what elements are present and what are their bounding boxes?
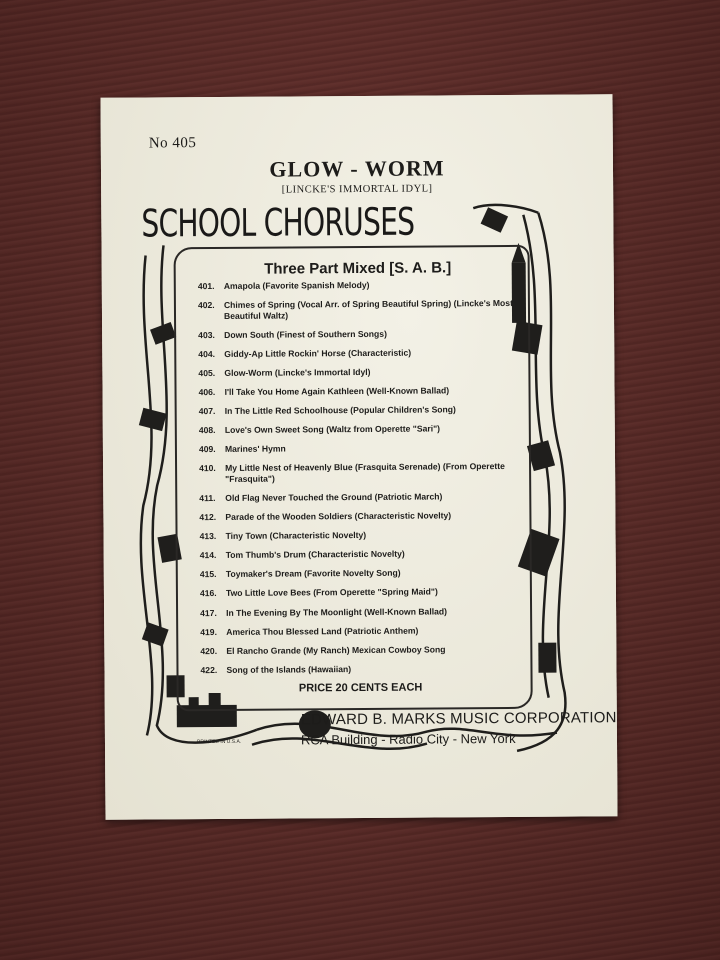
song-name: I'll Take You Home Again Kathleen (Well-Known Ballad) — [224, 385, 450, 397]
series-title: SCHOOL CHORUSES — [141, 199, 415, 246]
song-list — [198, 279, 531, 684]
song-name: Tiny Town (Characteristic Novelty) — [225, 530, 367, 542]
song-name: America Thou Blessed Land (Patriotic Anthem) — [226, 625, 419, 637]
song-number: 411. — [199, 492, 216, 504]
song-list-item — [199, 385, 529, 398]
song-number: 413. — [199, 531, 217, 542]
song-number: 402. — [197, 300, 215, 311]
song-list-item — [199, 404, 529, 417]
song-list-item — [198, 366, 528, 379]
song-list-item — [200, 663, 530, 676]
price-label: PRICE 20 CENTS EACH — [298, 681, 423, 695]
song-list-item — [200, 624, 530, 637]
song-number: 407. — [198, 406, 216, 417]
song-number: 406. — [198, 386, 216, 398]
song-list-item — [198, 328, 528, 341]
song-title: GLOW - WORM — [269, 155, 445, 182]
song-list-item — [200, 586, 530, 599]
song-number: 405. — [198, 367, 216, 378]
song-name: In The Little Red Schoolhouse (Popular Children's Song) — [224, 404, 456, 416]
song-name: El Rancho Grande (My Ranch) Mexican Cowboy Song — [226, 644, 446, 656]
song-list-item — [199, 510, 529, 523]
song-name: Two Little Love Bees (From Operette "Spring Maid") — [225, 586, 438, 599]
sheet-music-cover — [100, 94, 617, 820]
printed-in-label: PRINTED IN U.S.A. — [196, 738, 242, 746]
song-name: Down South (Finest of Southern Songs) — [224, 328, 387, 340]
publisher-address: RCA Building - Radio City - New York — [300, 730, 516, 748]
song-list-item — [199, 423, 529, 436]
song-number: 401. — [197, 281, 215, 292]
song-list-item — [200, 643, 530, 656]
song-name: Chimes of Spring (Vocal Arr. of Spring Beautiful Spring) (Lincke's Most Beautiful Waltz) — [223, 298, 513, 321]
song-subtitle: [LINCKE'S IMMORTAL IDYL] — [281, 183, 433, 196]
song-list-item — [200, 529, 530, 542]
song-list-item — [198, 279, 528, 292]
song-number: 404. — [198, 348, 216, 359]
song-list-item — [198, 298, 528, 321]
song-name: Glow-Worm (Lincke's Immortal Idyl) — [224, 366, 371, 378]
song-number: 409. — [198, 444, 216, 455]
song-number: 403. — [198, 329, 215, 340]
song-name: Marines' Hymn — [224, 443, 286, 455]
song-number: 414. — [199, 550, 217, 561]
song-number: 419. — [200, 626, 217, 637]
song-number: 410. — [199, 463, 216, 474]
song-name: Giddy-Ap Little Rockin' Horse (Characteristic) — [224, 347, 412, 359]
song-number: 422. — [200, 664, 218, 675]
song-name: Amapola (Favorite Spanish Melody) — [223, 279, 370, 291]
song-name: Old Flag Never Touched the Ground (Patriotic March) — [225, 491, 443, 503]
song-number: 420. — [200, 645, 218, 656]
song-list-item — [199, 491, 529, 504]
song-number: 408. — [198, 425, 216, 436]
song-list-item — [200, 548, 530, 561]
song-list-item — [199, 442, 529, 455]
song-number: 412. — [199, 512, 217, 523]
song-name: In The Evening By The Moonlight (Well-Known Ballad) — [226, 605, 448, 618]
song-name: Tom Thumb's Drum (Characteristic Novelty) — [225, 548, 405, 561]
song-list-item — [198, 347, 528, 360]
song-list-item — [199, 461, 529, 484]
voicing-label: Three Part Mixed [S. A. B.] — [264, 259, 452, 278]
song-list-item — [200, 605, 530, 618]
song-name: Song of the Islands (Hawaiian) — [226, 663, 352, 675]
song-number: 417. — [200, 607, 217, 618]
song-number: 415. — [199, 569, 217, 580]
song-name: Love's Own Sweet Song (Waltz from Operette "Sari") — [224, 423, 441, 436]
song-name: Parade of the Wooden Soldiers (Characteristic Novelty) — [225, 510, 452, 522]
catalog-number: No 405 — [148, 135, 197, 152]
publisher-name: EDWARD B. MARKS MUSIC CORPORATION — [300, 709, 617, 729]
song-name: Toymaker's Dream (Favorite Novelty Song) — [225, 568, 401, 580]
song-name: My Little Nest of Heavenly Blue (Frasquita Serenade) (From Operette "Frasquita") — [225, 461, 505, 484]
song-list-item — [200, 567, 530, 580]
song-number: 416. — [199, 588, 217, 599]
